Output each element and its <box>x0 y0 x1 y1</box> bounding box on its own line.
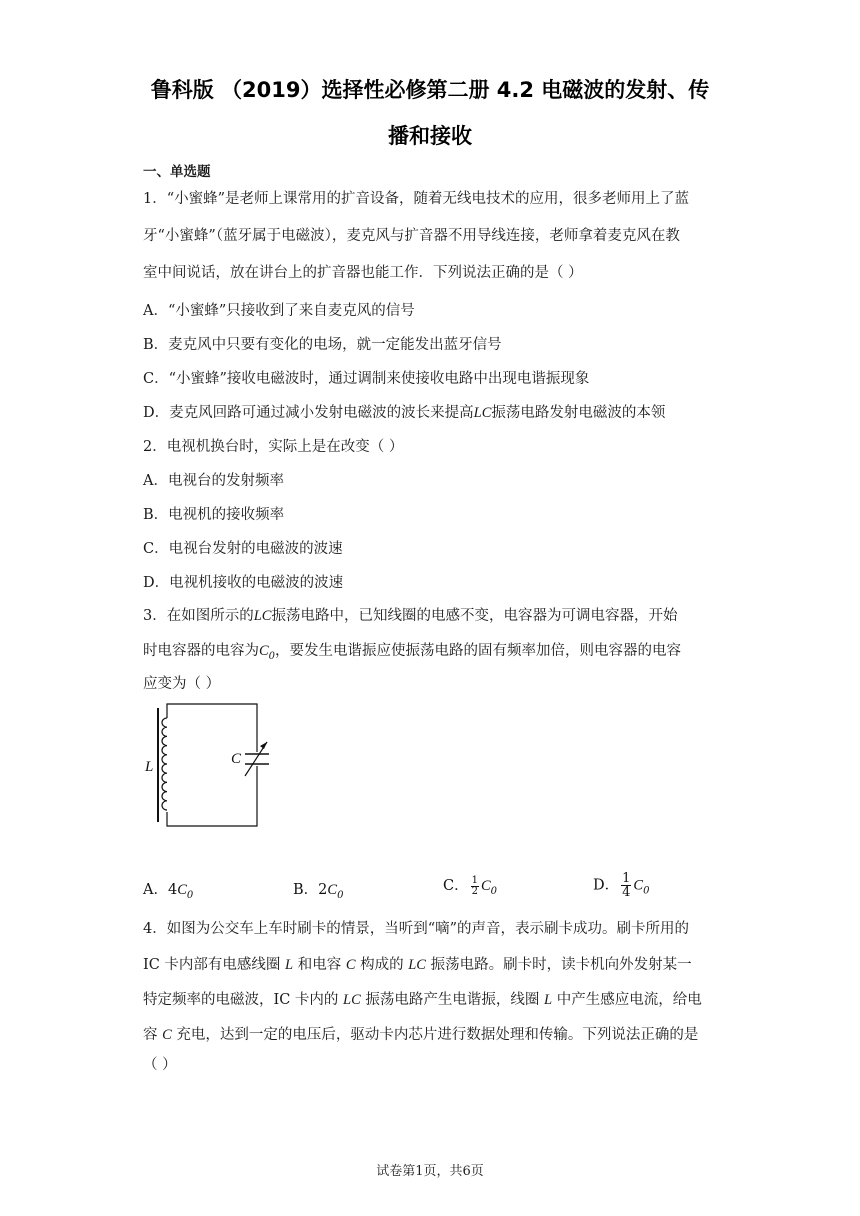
q1-option-c: C．“小蜜蜂”接收电磁波时，通过调制来使接收电路中出现电谐振现象 <box>143 371 590 387</box>
q2-option-b: B．电视机的接收频率 <box>143 507 285 523</box>
inductor-coil <box>162 718 167 810</box>
section-heading: 一、单选题 <box>143 164 211 180</box>
q2-option-c: C．电视台发射的电磁波的波速 <box>143 541 343 557</box>
q3-stem-line1: 3．在如图所示的LC振荡电路中，已知线圈的电感不变，电容器为可调电容器，开始 <box>143 608 678 624</box>
page-title-line2: 播和接收 <box>388 124 472 148</box>
q1-option-d: D．麦克风回路可通过减小发射电磁波的波长来提高LC振荡电路发射电磁波的本领 <box>143 405 666 421</box>
variable-arrow-head <box>260 742 267 749</box>
q3-stem-line2: 时电容器的电容为$C_0$，要发生电谐振应使振荡电路的固有频率加倍，则电容器的电容 <box>143 643 682 662</box>
q3-option-c: C． $\frac{1}{2}$ $C_0$ <box>443 874 498 897</box>
q4-stem-line1: 4．如图为公交车上车时刷卡的情景，当听到“嘀”的声音，表示刷卡成功。刷卡所用的 <box>143 921 690 937</box>
q3-option-d: D． $\frac{1}{4}$ $C_0$ <box>593 871 650 900</box>
q1-stem-line3: 室中间说话，放在讲台上的扩音器也能工作．下列说法正确的是（ ） <box>143 265 583 281</box>
q4-stem-line5: （ ） <box>143 1057 177 1073</box>
q4-stem-line3: 特定频率的电磁波，IC 卡内的 LC 振荡电路产生电谐振，线圈 L 中产生感应电流，给电 <box>143 992 702 1008</box>
q1-option-b: B．麦克风中只要有变化的电场，就一定能发出蓝牙信号 <box>143 337 502 353</box>
q3-stem-line3: 应变为（ ） <box>143 676 221 692</box>
q2-stem: 2．电视机换台时，实际上是在改变（ ） <box>143 439 404 455</box>
q1-option-a: A．“小蜜蜂”只接收到了来自麦克风的信号 <box>143 303 415 319</box>
capacitor-label: C <box>231 751 242 767</box>
top-wire <box>167 704 257 752</box>
q2-option-d: D．电视机接收的电磁波的波速 <box>143 575 344 591</box>
bottom-wire <box>167 766 257 826</box>
q2-option-a: A．电视台的发射频率 <box>143 473 284 489</box>
q3-option-b: B．$2C_0$ <box>293 882 344 901</box>
lc-circuit-figure <box>143 700 283 835</box>
q4-stem-line4: 容 C 充电，达到一定的电压后，驱动卡内芯片进行数据处理和传输。下列说法正确的是 <box>143 1027 699 1043</box>
inductor-label: L <box>145 759 154 775</box>
q3-option-a: A．$4C_0$ <box>143 882 194 901</box>
page-footer: 试卷第1页，共6页 <box>376 1164 484 1179</box>
q4-stem-line2: IC 卡内部有电感线圈 L 和电容 C 构成的 LC 振荡电路。刷卡时，读卡机向外发射某一 <box>143 957 692 973</box>
page-title-line1: 鲁科版 （2019）选择性必修第二册 4.2 电磁波的发射、传 <box>150 78 710 102</box>
q1-stem-line2: 牙“小蜜蜂”（蓝牙属于电磁波），麦克风与扩音器不用导线连接，老师拿着麦克风在教 <box>143 228 680 244</box>
q1-stem-line1: 1．“小蜜蜂”是老师上课常用的扩音设备，随着无线电技术的应用，很多老师用上了蓝 <box>143 191 690 207</box>
